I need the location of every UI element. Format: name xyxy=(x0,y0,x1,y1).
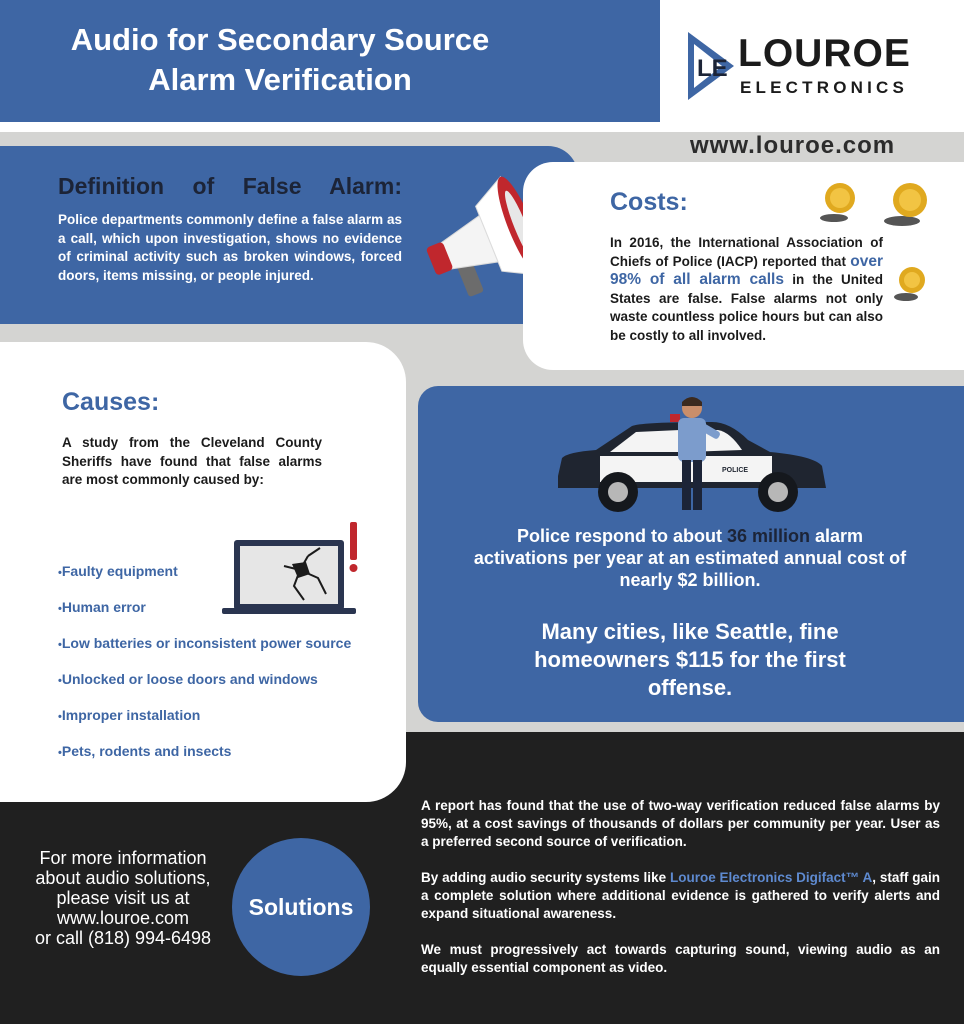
coin-icon xyxy=(890,264,930,304)
police-highlight: 36 million xyxy=(726,526,810,546)
solutions-paragraph: We must progressively act towards capturing sound, viewing audio as an equally essential component as video. xyxy=(421,942,940,975)
costs-title: Costs: xyxy=(610,188,688,216)
solutions-paragraph: A report has found that the use of two-way verification reduced false alarms by 95%, at a cost savings of thousands of dollars per community per year. User as a preferred second source of verification. xyxy=(421,798,940,849)
exclamation-icon xyxy=(350,522,358,572)
seattle-fine-text: Many cities, like Seattle, fine homeowners $115 for the first offense. xyxy=(534,619,846,700)
solutions-badge: Solutions xyxy=(232,838,370,976)
contact-info: For more information about audio solutions, please visit us at www.louroe.com or call (818) 994-6498 xyxy=(20,848,226,948)
header-bar xyxy=(0,0,660,122)
svg-text:LE: LE xyxy=(697,55,728,82)
broken-laptop-icon xyxy=(222,520,370,620)
causes-title: Causes: xyxy=(62,388,160,416)
page-title: Audio for Secondary Source Alarm Verification xyxy=(70,22,490,97)
website-url[interactable]: www.louroe.com xyxy=(690,132,896,159)
list-item: • Faulty equipment xyxy=(58,563,351,599)
coin-icon xyxy=(816,180,858,224)
contact-website[interactable]: www.louroe.com xyxy=(56,908,190,928)
logo-area xyxy=(660,0,964,122)
costs-body: In 2016, the International Association of Chiefs of Police (IACP) reported that over 98% of all alarm calls in the United States are false. False alarms not only waste countless police hours but can also be costly to all involved. xyxy=(610,235,883,343)
list-item: • Human error xyxy=(58,599,351,635)
definition-title: Definition of False Alarm: xyxy=(58,173,402,199)
solutions-paragraph: By adding audio security systems like Louroe Electronics Digifact™ A, staff gain a complete solution where additional evidence is gathered to verify alerts and expand situational awareness. xyxy=(421,870,940,921)
police-stat-text: Police respond to about 36 million alarm activations per year at an estimated annual cost of nearly $2 billion. xyxy=(473,526,907,590)
police-car-icon xyxy=(552,396,832,520)
costs-highlight: over 98% of all alarm calls xyxy=(610,252,883,288)
divider-strip xyxy=(0,122,964,132)
contact-phone[interactable]: or call (818) 994-6498 xyxy=(34,928,212,948)
logo-subtitle: ELECTRONICS xyxy=(740,78,909,97)
logo-mark-icon xyxy=(684,30,736,102)
list-item: • Unlocked or loose doors and windows xyxy=(58,671,351,707)
list-item: • Improper installation xyxy=(58,707,351,743)
causes-body: A study from the Cleveland County Sheriffs have found that false alarms are most commonly caused by: xyxy=(62,435,322,487)
solutions-text xyxy=(421,797,940,995)
list-item: • Low batteries or inconsistent power source xyxy=(58,635,351,671)
coin-icon xyxy=(880,180,930,228)
definition-body: Police departments commonly define a false alarm as a call, which upon investigation, shows no evidence of criminal activity such as broken windows, forced doors, items missing, or people injured. xyxy=(58,212,402,283)
product-link[interactable]: Louroe Electronics Digifact™ A xyxy=(669,870,873,885)
logo-wordmark: LOUROE xyxy=(738,32,911,75)
car-label: POLICE xyxy=(722,467,749,474)
list-item: • Pets, rodents and insects xyxy=(58,743,351,779)
